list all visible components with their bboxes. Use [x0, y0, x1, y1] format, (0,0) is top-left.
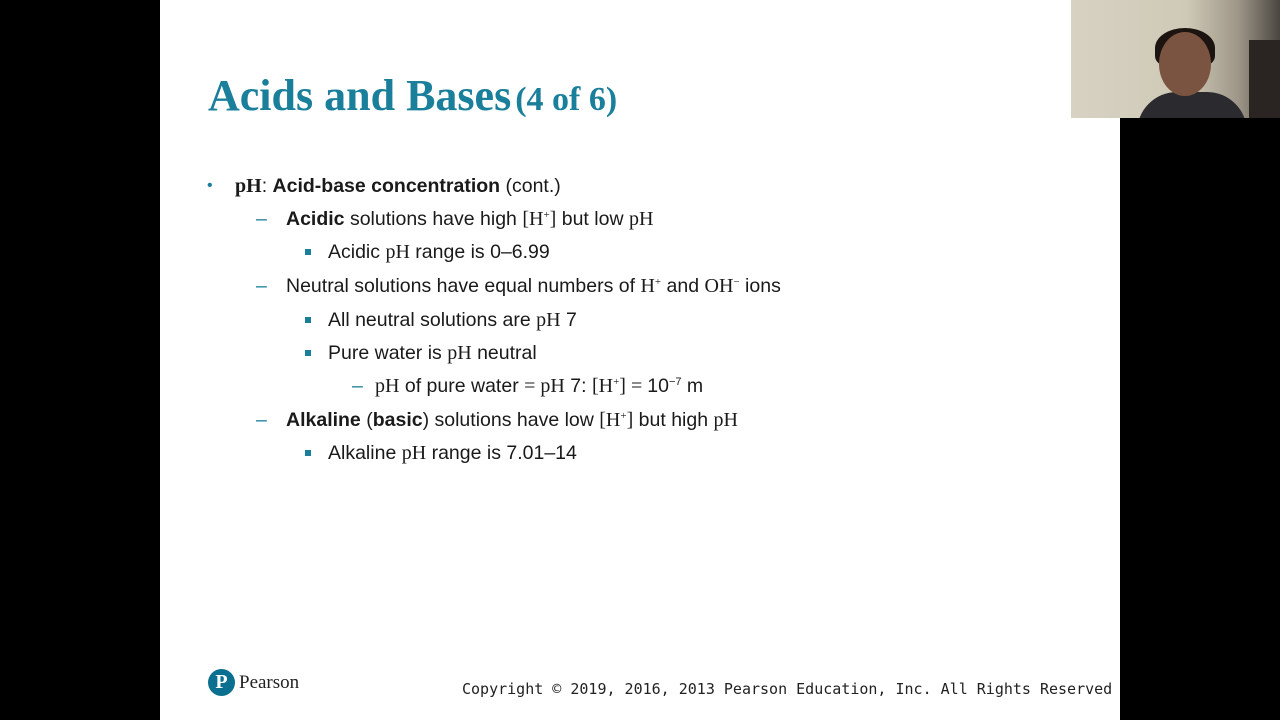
title-main: Acids and Bases: [208, 71, 512, 120]
ph-term: pH: [235, 175, 262, 197]
dash-icon: –: [256, 275, 267, 297]
copyright-text: Copyright © 2019, 2016, 2013 Pearson Education, Inc. All Rights Reserved: [462, 680, 1113, 698]
dash-icon: –: [256, 409, 267, 431]
acid-base-heading: Acid-base concentration: [272, 175, 501, 197]
presenter-face: [1159, 32, 1211, 96]
pearson-logo: [208, 669, 299, 696]
square-bullet-icon: [305, 249, 311, 255]
bullet-icon: •: [207, 177, 213, 194]
title-subtitle: (4 of 6): [515, 81, 618, 118]
dash-icon: –: [256, 208, 267, 230]
pearson-logo-icon: P: [208, 669, 235, 696]
slide: Acids and Bases (4 of 6) • pH: Acid-base concentration (cont.) – Acidic solutions have high [H+] but low pH Acidic pH range is 0–6.99 – Neutral solutions have equal numbers of H+ and OH− ions All neutral solutions are pH 7 Pure water is pH neutral – pH of pure water = pH 7: $[H^+] = 10^{-7}$ m – Alkaline (basic) solutions have low [H+] but high pH Alkaline pH range is 7.01–14 P Pearson Copyright © 2019, 2016, 2013 Pearson Education, Inc. All Rights Reserved: [160, 0, 1120, 720]
pearson-wordmark: Pearson: [239, 671, 300, 693]
square-bullet-icon: [305, 350, 311, 356]
presenter-webcam-feed: [1071, 0, 1280, 118]
dash-icon: –: [352, 375, 363, 397]
square-bullet-icon: [305, 450, 311, 456]
slide-title: [208, 71, 618, 120]
square-bullet-icon: [305, 317, 311, 323]
